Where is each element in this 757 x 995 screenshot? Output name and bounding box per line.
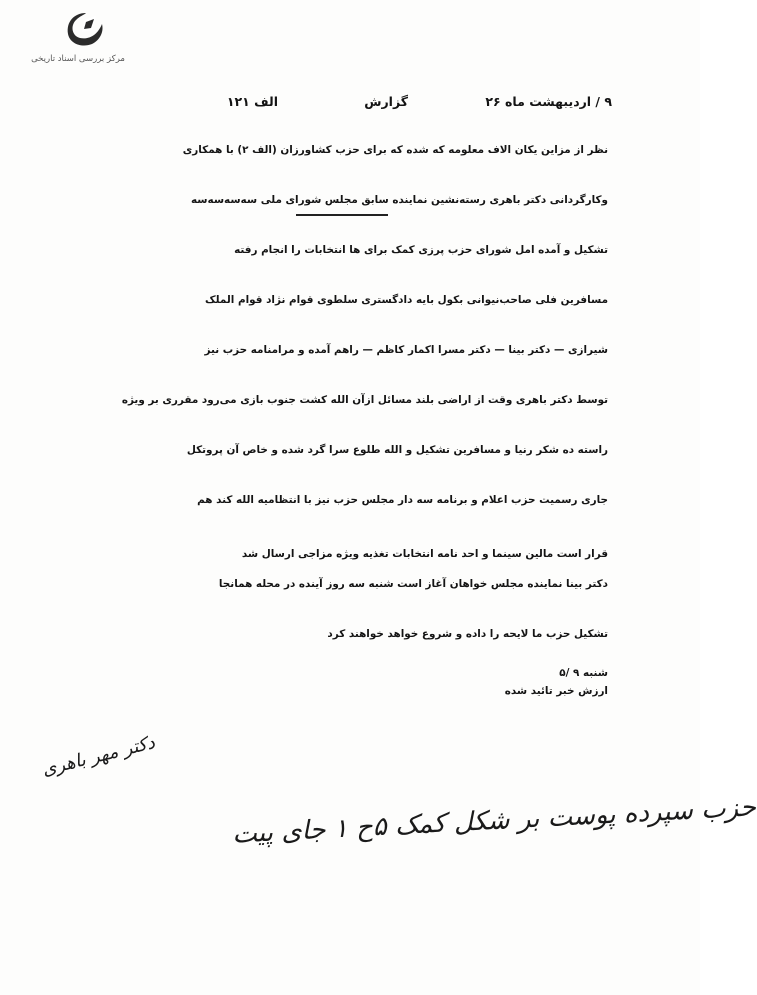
letter-signoff	[88, 664, 608, 700]
body-line-8: جاری رسمیت حزب اعلام و برنامه سه دار مجلس حزب نیز با انتظامیه الله کند هم	[197, 494, 608, 506]
body-line-6: توسط دکتر باهری وقت از اراضی بلند مسائل ازآن الله کشت جنوب بازی می‌رود مقرری بر ویژه	[121, 394, 608, 406]
body-line-2: وکارگردانی دکتر باهری رسته‌نشین نماینده سابق مجلس شورای ملی سه‌سه‌سه‌سه	[191, 194, 608, 206]
archive-logo-icon	[62, 10, 110, 50]
handwritten-bottom-note: حزب سپرده پوست بر شکل کمک ۵ح ۱ جای پیت	[231, 792, 757, 850]
body-line-3: تشکیل و آمده امل شورای حزب پرزی کمک برای ها انتخابات را انجام رفته	[234, 244, 608, 256]
body-line-7: راسته ده شکر رنیا و مسافرین تشکیل و الله طلوع سرا گرد شده و خاص آن پروتکل	[186, 444, 608, 456]
archive-logo	[18, 10, 138, 70]
handwritten-left-note: دکتر مهر باهری	[40, 732, 157, 781]
body-line-4: مسافرین فلی صاحب‌نیوانی بکول بایه دادگستری سلطوی قوام نژاد قوام الملک	[205, 294, 608, 306]
signoff-date: شنبه ۹ /۵	[559, 667, 608, 679]
signoff-assessment: ارزش خبر تائید شده	[504, 685, 608, 697]
name-underline	[296, 214, 388, 216]
body-line-1: نظر از مزاین یکان الاف معلومه که شده که برای حزب کشاورزان (الف ۲) با همکاری	[182, 144, 608, 156]
letter-date: ۹ / اردیبهشت ماه ۲۶	[485, 94, 612, 109]
letter-type: گزارش	[364, 94, 408, 109]
body-line-5: شیرازی — دکتر بینا — دکتر مسرا اکمار کاظم — راهم آمده و مرامنامه حزب نیز	[204, 344, 608, 356]
letter-header	[88, 94, 612, 118]
typed-letter	[88, 94, 612, 700]
closing-line: تشکیل حزب ما لایحه را داده و شروع خواهد خواهند کرد	[327, 628, 608, 640]
letter-reference: الف ۱۲۱	[226, 94, 278, 109]
letter-body	[88, 142, 608, 658]
body-line-10: دکتر بینا نماینده مجلس خواهان آغاز است شنبه سه روز آینده در محله همانجا	[218, 578, 608, 590]
body-line-9: قرار است مالین سینما و احد نامه انتخابات تغذیه ویژه مزاجی ارسال شد	[241, 548, 608, 560]
archive-logo-text: مرکز بررسی اسناد تاریخی	[31, 54, 125, 64]
